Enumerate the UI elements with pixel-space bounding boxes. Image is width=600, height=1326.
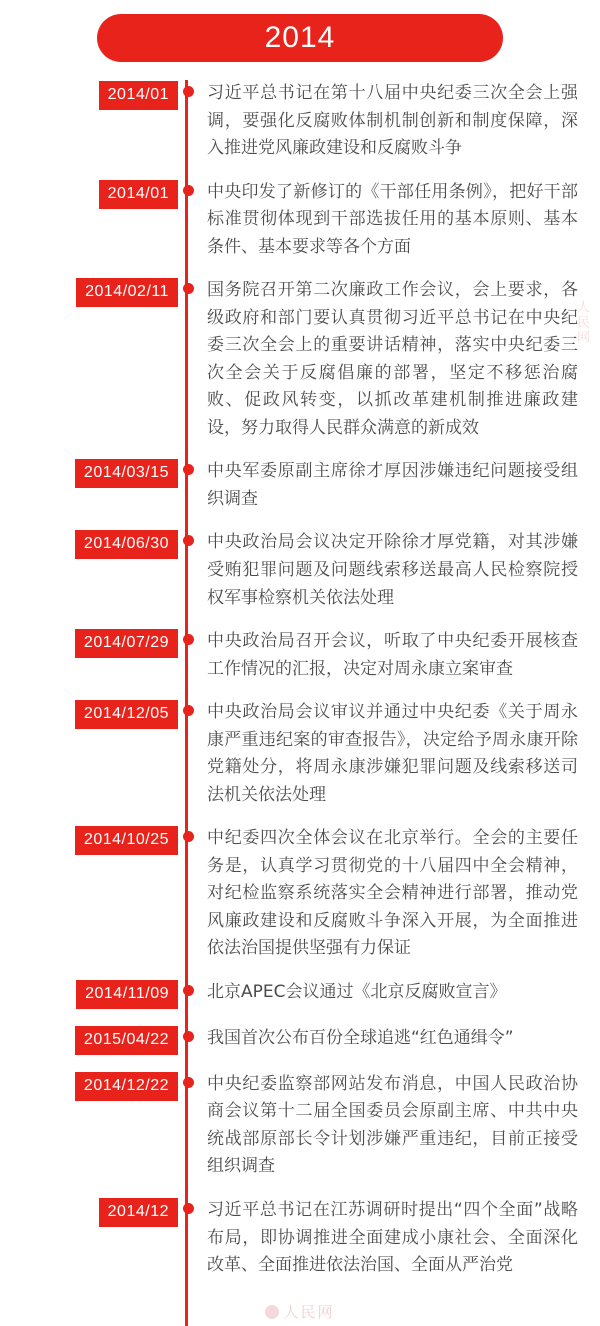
entry-text: 我国首次公布百份全球追逃“红色通缉令” bbox=[207, 1027, 514, 1048]
date-badge: 2015/04/22 bbox=[75, 1026, 178, 1055]
entry-date-container bbox=[0, 80, 178, 110]
entry-marker-container bbox=[178, 80, 196, 97]
timeline-dot-icon bbox=[183, 185, 194, 196]
timeline-entry bbox=[0, 80, 600, 163]
entry-text: 国务院召开第二次廉政工作会议，会上要求，各级政府和部门要认真贯彻习近平总书记在中央纪委三次全会上的重要讲话精神，落实中央纪委三次全会关于反腐倡廉的部署，坚定不移惩治腐败、促政风转变，以抓改革建机制推进廉政建设，努力取得人民群众满意的新成效 bbox=[207, 280, 578, 438]
timeline-dot-icon bbox=[183, 283, 194, 294]
timeline-dot-icon bbox=[183, 1203, 194, 1214]
entry-date-container bbox=[0, 628, 178, 658]
timeline-dot-icon bbox=[183, 831, 194, 842]
entry-text: 中央纪委监察部网站发布消息，中国人民政治协商会议第十二届全国委员会原副主席、中共中央统战部原部长令计划涉嫌严重违纪，目前正接受组织调查 bbox=[207, 1073, 578, 1177]
timeline-dot-icon bbox=[183, 1077, 194, 1088]
entry-marker-container bbox=[178, 979, 196, 996]
entry-date-container bbox=[0, 699, 178, 729]
entry-text: 北京APEC会议通过《北京反腐败宣言》 bbox=[207, 981, 507, 1002]
entry-marker-container bbox=[178, 179, 196, 196]
timeline-entry bbox=[0, 628, 600, 683]
date-badge: 2014/11/09 bbox=[76, 980, 178, 1009]
entry-marker-container bbox=[178, 529, 196, 546]
entry-text: 习近平总书记在江苏调研时提出“四个全面”战略布局，即协调推进全面建成小康社会、全面深化改革、全面推进依法治国、全面从严治党 bbox=[207, 1200, 578, 1276]
entry-marker-container bbox=[178, 699, 196, 716]
timeline-entry bbox=[0, 277, 600, 442]
entry-text: 中央军委原副主席徐才厚因涉嫌违纪问题接受组织调查 bbox=[207, 461, 578, 509]
timeline bbox=[0, 80, 600, 1326]
date-badge: 2014/02/11 bbox=[76, 278, 178, 307]
timeline-entry bbox=[0, 458, 600, 513]
page-title bbox=[97, 14, 503, 62]
timeline-dot-icon bbox=[183, 1031, 194, 1042]
date-badge: 2014/12/22 bbox=[75, 1072, 178, 1101]
timeline-dot-icon bbox=[183, 705, 194, 716]
watermark-footer-label: 人民网 bbox=[283, 1303, 335, 1321]
date-badge: 2014/01 bbox=[99, 81, 178, 110]
entry-marker-container bbox=[178, 1025, 196, 1042]
timeline-entry bbox=[0, 1197, 600, 1280]
date-badge: 2014/01 bbox=[99, 180, 178, 209]
date-badge: 2014/07/29 bbox=[75, 629, 178, 658]
entry-text: 习近平总书记在第十八届中央纪委三次全会上强调，要强化反腐败体制机制创新和制度保障，深入推进党风廉政建设和反腐败斗争 bbox=[207, 83, 578, 159]
timeline-entry bbox=[0, 979, 600, 1009]
watermark-side: 人民网 bbox=[575, 300, 590, 345]
date-badge: 2014/10/25 bbox=[75, 826, 178, 855]
entry-text: 中纪委四次全体会议在北京举行。全会的主要任务是，认真学习贯彻党的十八届四中全会精神，对纪检监察系统落实全会精神进行部署，推动党风廉政建设和反腐败斗争深入开展，为全面推进依法治国提供坚强有力保证 bbox=[207, 828, 578, 959]
timeline-dot-icon bbox=[183, 86, 194, 97]
entry-date-container bbox=[0, 1071, 178, 1101]
timeline-dot-icon bbox=[183, 985, 194, 996]
year-label: 2014 bbox=[264, 21, 336, 54]
entry-text: 中央政治局会议决定开除徐才厚党籍，对其涉嫌受贿犯罪问题及问题线索移送最高人民检察院授权军事检察机关依法处理 bbox=[207, 532, 578, 608]
timeline-dot-icon bbox=[183, 535, 194, 546]
date-badge: 2014/12/05 bbox=[75, 700, 178, 729]
entry-marker-container bbox=[178, 277, 196, 294]
entry-date-container bbox=[0, 458, 178, 488]
entry-marker-container bbox=[178, 1071, 196, 1088]
timeline-entry bbox=[0, 1071, 600, 1181]
entry-marker-container bbox=[178, 825, 196, 842]
timeline-entry bbox=[0, 699, 600, 809]
entry-date-container bbox=[0, 825, 178, 855]
date-badge: 2014/12 bbox=[99, 1198, 178, 1227]
timeline-entry bbox=[0, 179, 600, 262]
date-badge: 2014/03/15 bbox=[75, 459, 178, 488]
entry-date-container bbox=[0, 529, 178, 559]
timeline-entry bbox=[0, 529, 600, 612]
entry-marker-container bbox=[178, 458, 196, 475]
entry-date-container bbox=[0, 1025, 178, 1055]
entry-date-container bbox=[0, 1197, 178, 1227]
entry-date-container bbox=[0, 979, 178, 1009]
entry-date-container bbox=[0, 277, 178, 307]
entry-marker-container bbox=[178, 1197, 196, 1214]
timeline-dot-icon bbox=[183, 634, 194, 645]
entry-text: 中央政治局会议审议并通过中央纪委《关于周永康严重违纪案的审查报告》，决定给予周永康开除党籍处分，将周永康涉嫌犯罪问题及线索移送司法机关依法处理 bbox=[207, 702, 578, 805]
entry-date-container bbox=[0, 179, 178, 209]
date-badge: 2014/06/30 bbox=[75, 530, 178, 559]
entry-text: 中央印发了新修订的《干部任用条例》，把好干部标准贯彻体现到干部选拔任用的基本原则、基本条件、基本要求等各个方面 bbox=[207, 181, 578, 257]
timeline-entry bbox=[0, 1025, 600, 1055]
entry-marker-container bbox=[178, 628, 196, 645]
entry-text: 中央政治局召开会议，听取了中央纪委开展核查工作情况的汇报，决定对周永康立案审查 bbox=[207, 631, 578, 679]
timeline-dot-icon bbox=[183, 464, 194, 475]
timeline-entry bbox=[0, 825, 600, 963]
